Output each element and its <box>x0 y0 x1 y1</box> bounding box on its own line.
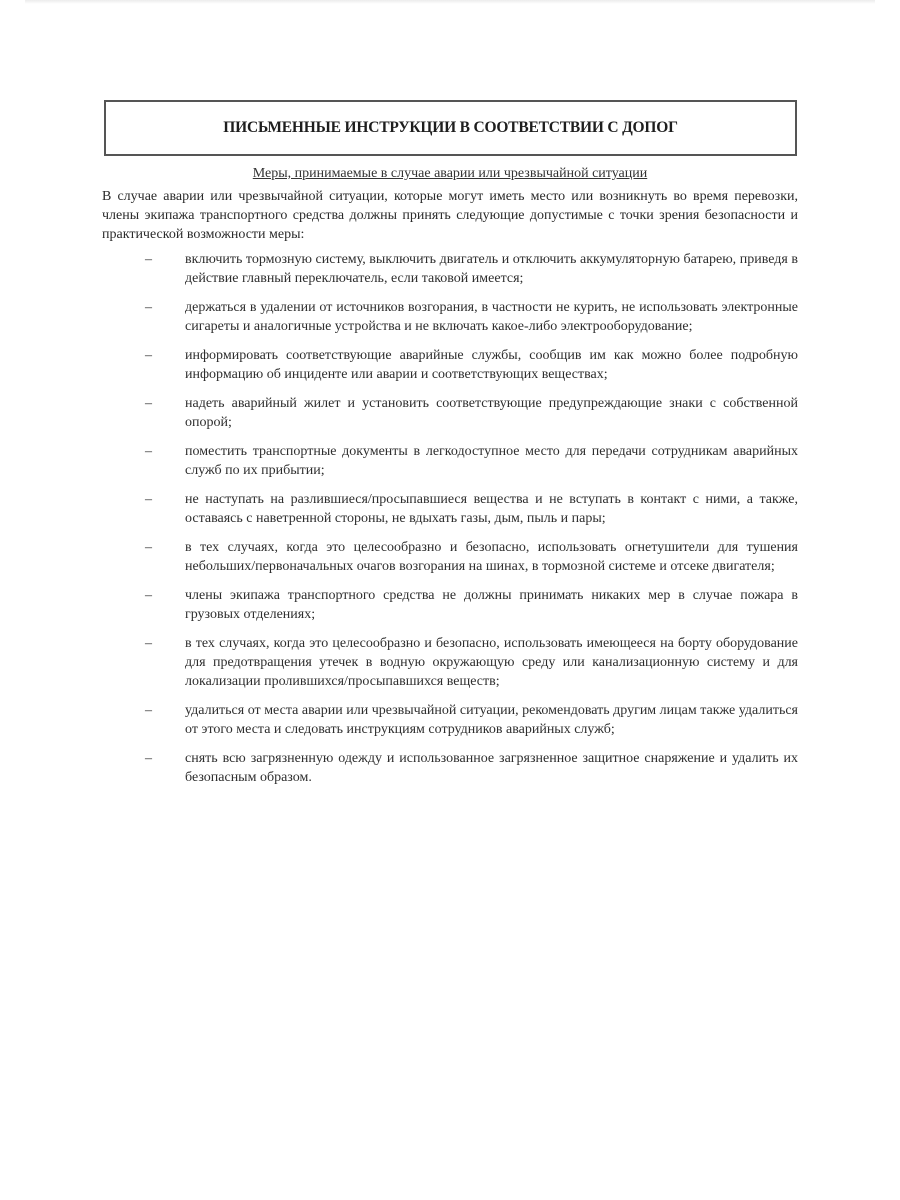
list-item-text: в тех случаях, когда это целесообразно и безопасно, использовать огнетушители для тушения небольших/первоначальных очагов возгорания на шинах, в тормозной системе и отсеке двигателя; <box>185 540 798 574</box>
list-item-text: удалиться от места аварии или чрезвычайной ситуации, рекомендовать другим лицам также удалиться от этого места и следовать инструкциям сотрудников аварийных служб; <box>185 703 798 737</box>
list-item <box>102 586 798 624</box>
dash-marker: – <box>145 252 152 267</box>
list-item-text: держаться в удалении от источников возгорания, в частности не курить, не использовать электронные сигареты и аналогичные устройства и не включать какое-либо электрооборудование; <box>185 300 798 334</box>
list-item <box>102 346 798 384</box>
dash-marker: – <box>145 348 152 363</box>
measures-list <box>102 250 798 797</box>
dash-marker: – <box>145 300 152 315</box>
list-item-text: включить тормозную систему, выключить двигатель и отключить аккумуляторную батарею, приведя в действие главный переключатель, если таковой имеется; <box>185 252 798 286</box>
dash-marker: – <box>145 396 152 411</box>
list-item <box>102 538 798 576</box>
dash-marker: – <box>145 636 152 651</box>
document-title: ПИСЬМЕННЫЕ ИНСТРУКЦИИ В СООТВЕТСТВИИ С ДОПОГ <box>223 119 678 136</box>
list-item-text: информировать соответствующие аварийные службы, сообщив им как можно более подробную информацию об инциденте или аварии и соответствующих веществах; <box>185 348 798 382</box>
dash-marker: – <box>145 492 152 507</box>
intro-paragraph: В случае аварии или чрезвычайной ситуации, которые могут иметь место или возникнуть во время перевозки, члены экипажа транспортного средства должны принять следующие допустимые с точки зрения безопасности и практической возможности меры: <box>102 189 798 242</box>
list-item <box>102 298 798 336</box>
list-item-text: члены экипажа транспортного средства не должны принимать никаких мер в случае пожара в грузовых отделениях; <box>185 588 798 622</box>
dash-marker: – <box>145 703 152 718</box>
list-item-text: надеть аварийный жилет и установить соответствующие предупреждающие знаки с собственной опорой; <box>185 396 798 430</box>
list-item <box>102 749 798 787</box>
dash-marker: – <box>145 444 152 459</box>
document-subtitle: Меры, принимаемые в случае аварии или чрезвычайной ситуации <box>252 166 648 181</box>
list-item-text: не наступать на разлившиеся/просыпавшиеся вещества и не вступать в контакт с ними, а также, оставаясь с наветренной стороны, не вдыхать газы, дым, пыль и пары; <box>185 492 798 526</box>
list-item <box>102 394 798 432</box>
list-item-text: снять всю загрязненную одежду и использованное загрязненное защитное снаряжение и удалить их безопасным образом. <box>185 751 798 785</box>
title-box <box>104 100 797 156</box>
list-item <box>102 701 798 739</box>
dash-marker: – <box>145 588 152 603</box>
dash-marker: – <box>145 540 152 555</box>
list-item <box>102 442 798 480</box>
dash-marker: – <box>145 751 152 766</box>
list-item-text: поместить транспортные документы в легкодоступное место для передачи сотрудникам аварийных служб по их прибытии; <box>185 444 798 478</box>
list-item <box>102 250 798 288</box>
list-item <box>102 634 798 691</box>
list-item <box>102 490 798 528</box>
list-item-text: в тех случаях, когда это целесообразно и безопасно, использовать имеющееся на борту оборудование для предотвращения утечек в водную окружающую среду или канализационную систему и для локализации пролившихся/просыпавшихся веществ; <box>185 636 798 689</box>
